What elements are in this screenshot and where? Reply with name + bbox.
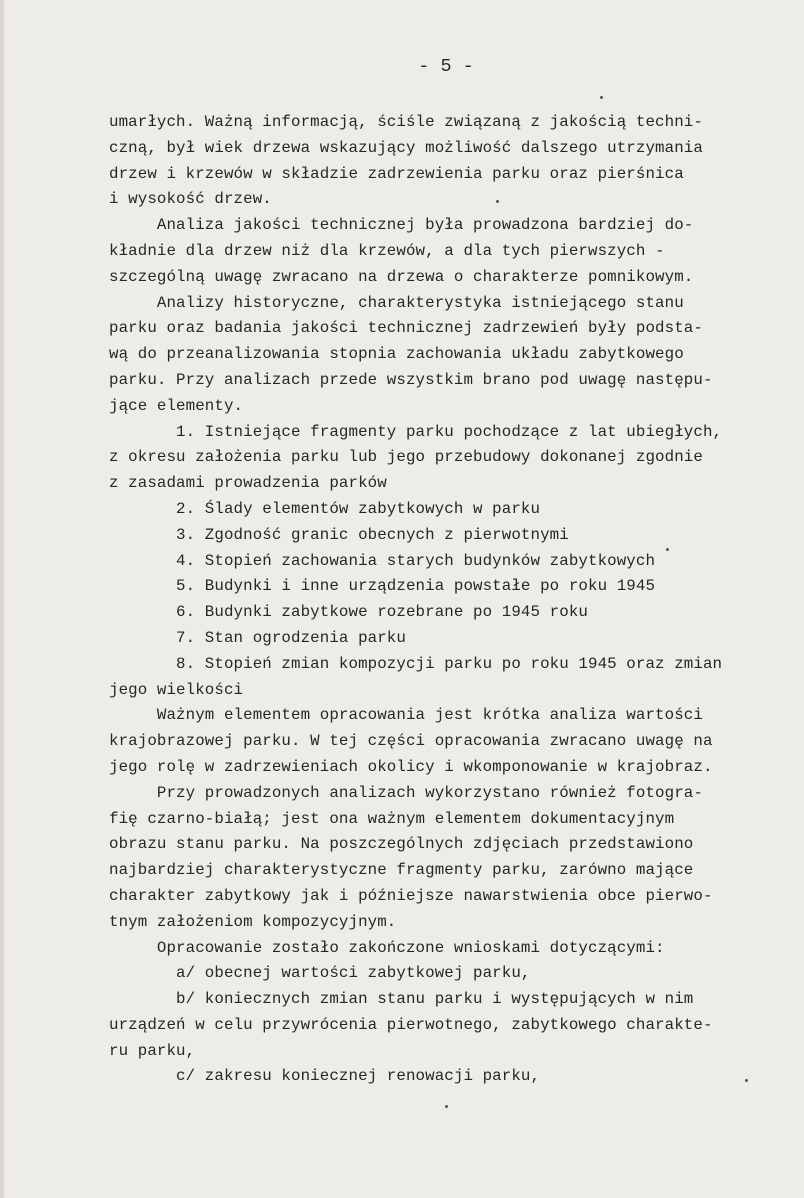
text-line: najbardziej charakterystyczne fragmenty parku, zarówno mające [109, 861, 694, 880]
text-line: b/ koniecznych zmian stanu parku i występujących w nim [109, 990, 694, 1009]
text-line: szczególną uwagę zwracano na drzewa o charakterze pomnikowym. [109, 267, 694, 286]
text-line: umarłych. Ważną informacją, ściśle związaną z jakością techni- [109, 113, 703, 131]
scan-speck [445, 1105, 448, 1108]
text-line: 4. Stopień zachowania starych budynków zabytkowych [109, 551, 656, 570]
text-line: parku. Przy analizach przede wszystkim brano pod uwagę następu- [109, 370, 713, 389]
text-line: jego wielkości [109, 680, 244, 699]
text-line: kładnie dla drzew niż dla krzewów, a dla tych pierwszych - [109, 241, 665, 260]
text-line: jego rolę w zadrzewieniach okolicy i wkomponowanie w krajobraz. [109, 757, 713, 776]
text-line: Ważnym elementem opracowania jest krótka analiza wartości [109, 706, 703, 725]
text-line: Przy prowadzonych analizach wykorzystano również fotogra- [109, 783, 703, 802]
text-line: Opracowanie zostało zakończone wnioskami dotyczącymi: [109, 938, 665, 957]
text-line: ru parku, [109, 1041, 196, 1060]
text-line: 6. Budynki zabytkowe rozebrane po 1945 roku [109, 603, 588, 622]
text-line: fię czarno-białą; jest ona ważnym elementem dokumentacyjnym [109, 809, 675, 828]
text-line: 2. Ślady elementów zabytkowych w parku [109, 499, 541, 518]
text-line: wą do przeanalizowania stopnia zachowania układu zabytkowego [109, 345, 684, 364]
text-line: z zasadami prowadzenia parków [109, 474, 387, 493]
text-line: 3. Zgodność granic obecnych z pierwotnymi [109, 525, 569, 544]
text-line: 8. Stopień zmian kompozycji parku po roku 1945 oraz zmian [109, 654, 723, 673]
text-line: a/ obecnej wartości zabytkowej parku, [109, 964, 531, 983]
scan-speck [745, 1079, 748, 1082]
text-line: parku oraz badania jakości technicznej zadrzewień były podsta- [109, 319, 703, 338]
text-line: 5. Budynki i inne urządzenia powstałe po roku 1945 [109, 577, 656, 596]
scan-speck [666, 548, 669, 551]
text-line: c/ zakresu koniecznej renowacji parku, [109, 1067, 541, 1086]
text-line: tnym założeniom kompozycyjnym. [109, 912, 397, 931]
text-line: charakter zabytkowy jak i późniejsze nawarstwienia obce pierwo- [109, 886, 713, 905]
text-line: Analiza jakości technicznej była prowadzona bardziej do- [109, 216, 694, 235]
text-line: krajobrazowej parku. W tej części opracowania zwracano uwagę na [109, 732, 713, 751]
text-line: z okresu założenia parku lub jego przebudowy dokonanej zgodnie [109, 448, 703, 467]
page-number: - 5 - [418, 56, 474, 77]
text-line: i wysokość drzew. [109, 190, 272, 209]
text-line: drzew i krzewów w składzie zadrzewienia parku oraz pierśnica [109, 164, 684, 183]
text-line: urządzeń w celu przywrócenia pierwotnego, zabytkowego charakte- [109, 1015, 713, 1034]
text-line: jące elementy. [109, 396, 244, 415]
text-line: Analizy historyczne, charakterystyka istniejącego stanu [109, 293, 684, 312]
scan-speck [600, 96, 603, 99]
scan-speck [496, 200, 499, 203]
text-line: obrazu stanu parku. Na poszczególnych zdjęciach przedstawiono [109, 835, 694, 854]
body-text [109, 110, 789, 1090]
text-line: 7. Stan ogrodzenia parku [109, 628, 406, 647]
text-line: czną, był wiek drzewa wskazujący możliwość dalszego utrzymania [109, 138, 703, 157]
text-line: 1. Istniejące fragmenty parku pochodzące z lat ubiegłych, [109, 422, 723, 441]
